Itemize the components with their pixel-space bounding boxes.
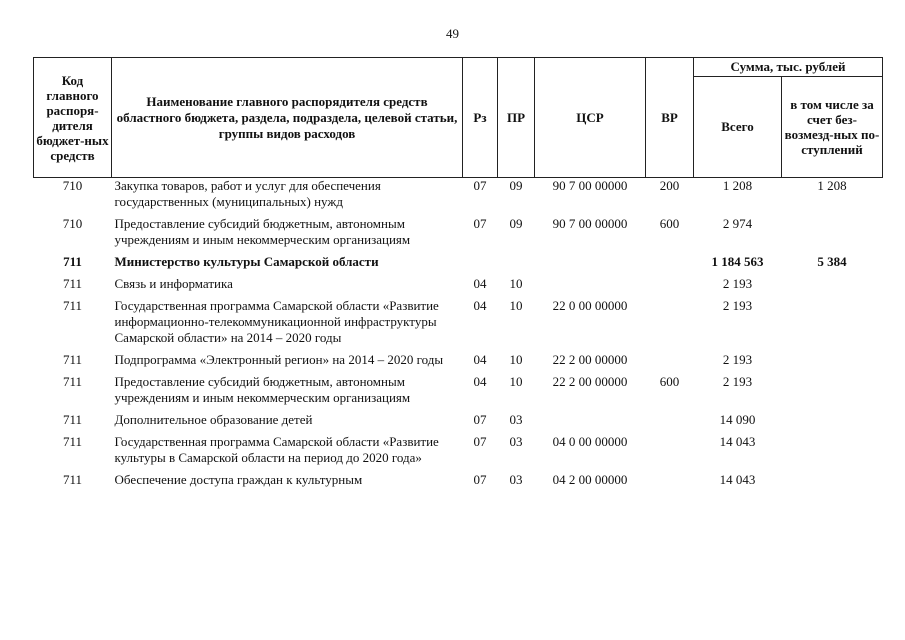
cell-grant [782, 352, 883, 374]
cell-name: Подпрограмма «Электронный регион» на 2014 – 2020 годы [114, 352, 444, 367]
cell-rz: 07 [473, 216, 487, 231]
cell-pr: 10 [509, 276, 523, 291]
header-pr: ПР [498, 58, 535, 178]
cell-vr: 600 [659, 374, 680, 389]
header-total: Всего [694, 77, 782, 178]
cell-pr: 03 [509, 412, 523, 427]
cell-csr [535, 412, 646, 434]
cell-pr: 10 [509, 352, 523, 367]
cell-grant [782, 434, 883, 472]
cell-total: 2 193 [722, 298, 753, 313]
cell-name: Обеспечение доступа граждан к культурным [114, 472, 363, 487]
cell-csr: 22 2 00 00000 [552, 352, 628, 367]
cell-name: Закупка товаров, работ и услуг для обеспечения государственных (муниципальных) нужд [114, 178, 381, 209]
cell-code: 711 [62, 472, 83, 487]
cell-vr [646, 352, 694, 374]
cell-total: 2 193 [722, 352, 753, 367]
cell-total: 1 184 563 [711, 254, 764, 269]
cell-total: 14 043 [719, 472, 756, 487]
header-rz: Рз [463, 58, 498, 178]
cell-pr: 10 [509, 298, 523, 313]
cell-csr: 22 2 00 00000 [552, 374, 628, 389]
cell-name: Государственная программа Самарской области «Развитие информационно-телекоммуникационной инфраструктуры Самарской области» на 2014 – 2020 годы [114, 298, 439, 345]
page-number: 49 [446, 26, 459, 41]
cell-code: 711 [62, 298, 83, 313]
cell-total: 1 208 [722, 178, 753, 193]
cell-pr: 03 [509, 434, 523, 449]
table-row [34, 412, 883, 434]
cell-rz: 04 [473, 352, 487, 367]
cell-name: Предоставление субсидий бюджетным, автономным учреждениям и иным некоммерческим организациям [114, 374, 411, 405]
cell-csr: 04 2 00 00000 [552, 472, 628, 487]
header-vr: ВР [646, 58, 694, 178]
table-row [34, 352, 883, 374]
cell-total: 14 090 [719, 412, 756, 427]
cell-rz [463, 254, 498, 276]
table-body [34, 178, 883, 495]
cell-total: 2 193 [722, 276, 753, 291]
cell-grant: 5 384 [817, 254, 847, 269]
cell-vr [646, 472, 694, 494]
cell-code: 711 [62, 412, 83, 427]
cell-pr: 03 [509, 472, 523, 487]
cell-csr: 90 7 00 00000 [552, 216, 628, 231]
cell-code: 710 [62, 216, 83, 231]
cell-name: Дополнительное образование детей [114, 412, 313, 427]
cell-code: 711 [62, 374, 83, 389]
cell-pr: 10 [509, 374, 523, 389]
cell-grant: 1 208 [817, 178, 847, 193]
cell-name: Министерство культуры Самарской области [114, 254, 379, 269]
cell-csr: 04 0 00 00000 [552, 434, 628, 449]
cell-vr: 600 [659, 216, 680, 231]
cell-grant [782, 276, 883, 298]
header-sum-group: Сумма, тыс. рублей [694, 58, 883, 77]
header-csr: ЦСР [535, 58, 646, 178]
cell-csr: 90 7 00 00000 [552, 178, 628, 193]
cell-rz: 07 [473, 178, 487, 193]
cell-vr [646, 434, 694, 472]
table-row [34, 216, 883, 254]
cell-grant [782, 472, 883, 494]
cell-csr [535, 276, 646, 298]
cell-grant [782, 412, 883, 434]
cell-name: Связь и информатика [114, 276, 233, 291]
header-code: Код главного распоря-дителя бюджет-ных средств [34, 58, 112, 178]
table-row [34, 178, 883, 217]
table-row [34, 374, 883, 412]
cell-rz: 07 [473, 412, 487, 427]
budget-table [33, 57, 883, 494]
table-row [34, 298, 883, 352]
cell-total: 14 043 [719, 434, 756, 449]
cell-grant [782, 216, 883, 254]
cell-csr: 22 0 00 00000 [552, 298, 628, 313]
cell-vr [646, 254, 694, 276]
cell-total: 2 974 [722, 216, 753, 231]
header-name: Наименование главного распорядителя средств областного бюджета, раздела, подраздела, целевой статьи, группы видов расходов [112, 58, 463, 178]
cell-pr: 09 [509, 178, 523, 193]
cell-rz: 04 [473, 374, 487, 389]
cell-name: Государственная программа Самарской области «Развитие культуры в Самарской области на период до 2020 года» [114, 434, 439, 465]
cell-vr [646, 298, 694, 352]
table-header [34, 58, 883, 178]
table-row [34, 254, 883, 276]
table-row [34, 472, 883, 494]
cell-name: Предоставление субсидий бюджетным, автономным учреждениям и иным некоммерческим организациям [114, 216, 411, 247]
cell-rz: 04 [473, 298, 487, 313]
cell-rz: 04 [473, 276, 487, 291]
table-row [34, 434, 883, 472]
cell-code: 711 [62, 276, 83, 291]
cell-csr [535, 254, 646, 276]
cell-vr [646, 276, 694, 298]
cell-code: 711 [62, 434, 83, 449]
cell-grant [782, 298, 883, 352]
cell-vr: 200 [659, 178, 680, 193]
cell-code: 711 [62, 352, 83, 367]
cell-code: 710 [62, 178, 83, 193]
cell-rz: 07 [473, 472, 487, 487]
header-grant: в том числе за счет без-возмезд-ных по-ступлений [782, 77, 883, 178]
table-row [34, 276, 883, 298]
cell-pr: 09 [509, 216, 523, 231]
cell-pr [498, 254, 535, 276]
cell-code: 711 [63, 254, 82, 269]
cell-grant [782, 374, 883, 412]
cell-vr [646, 412, 694, 434]
cell-rz: 07 [473, 434, 487, 449]
cell-total: 2 193 [722, 374, 753, 389]
